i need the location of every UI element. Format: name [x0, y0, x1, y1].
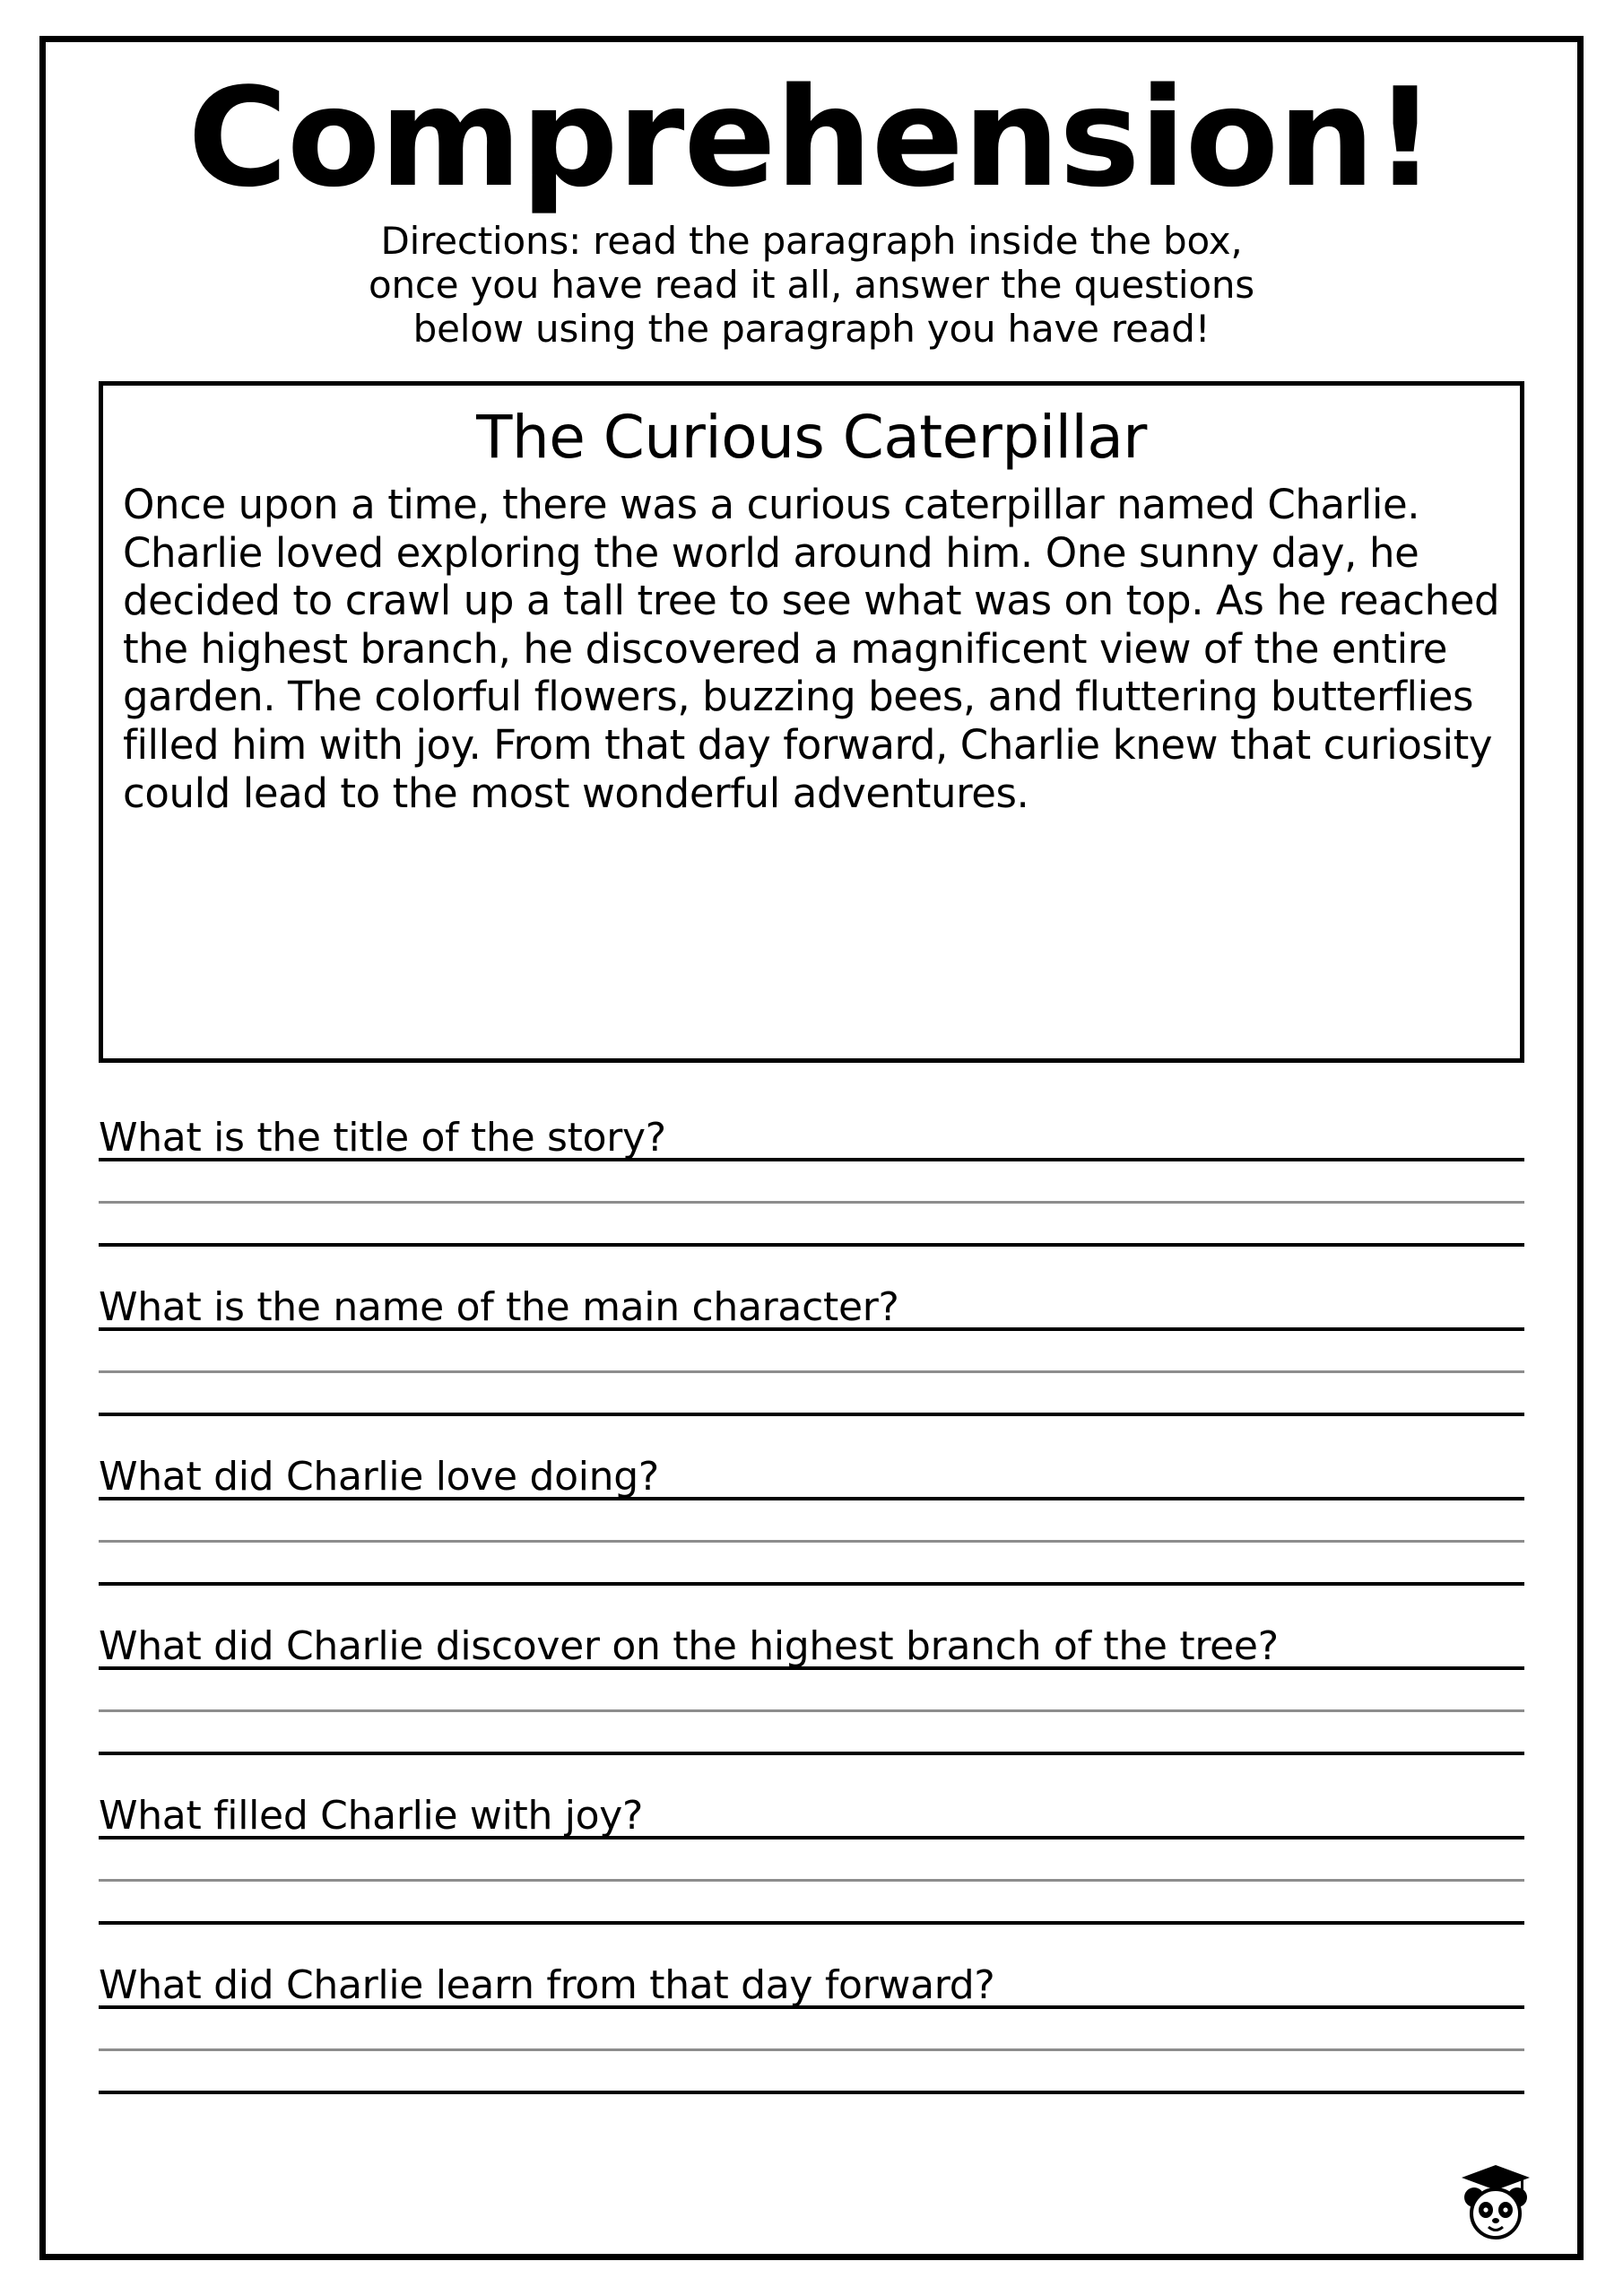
question-line: [99, 1448, 1524, 1500]
question-text: What did Charlie discover on the highest branch of the tree?: [99, 1623, 1279, 1670]
question-block: [99, 1279, 1524, 1416]
answer-line[interactable]: [99, 1500, 1524, 1543]
answer-line[interactable]: [99, 1161, 1524, 1204]
answer-line[interactable]: [99, 1882, 1524, 1925]
question-text: What filled Charlie with joy?: [99, 1793, 644, 1839]
question-rule: [99, 2005, 1524, 2009]
question-block: [99, 1109, 1524, 1247]
directions-line-2: once you have read it all, answer the questions: [369, 263, 1254, 308]
questions-list: [99, 1109, 1524, 2094]
question-text: What did Charlie love doing?: [99, 1454, 659, 1500]
answer-line[interactable]: [99, 1712, 1524, 1755]
passage-text: Once upon a time, there was a curious caterpillar named Charlie. Charlie loved exploring the world around him. One sunny day, he decided to crawl up a tall tree to see what was on top. As he reached the highest branch, he discovered a magnificent view of the entire garden. The colorful flowers, buzzing bees, and fluttering butterflies filled him with joy. From that day forward, Charlie knew that curiosity could lead to the most wonderful adventures.: [123, 481, 1500, 817]
question-line: [99, 1618, 1524, 1670]
worksheet-content: [43, 38, 1580, 2258]
question-block: [99, 1448, 1524, 1586]
question-rule: [99, 1327, 1524, 1331]
question-line: [99, 1957, 1524, 2009]
question-rule: [99, 1836, 1524, 1839]
graduation-panda-icon: [1453, 2158, 1539, 2244]
question-rule: [99, 1666, 1524, 1670]
question-text: What did Charlie learn from that day forward?: [99, 1962, 995, 2009]
directions-line-1: Directions: read the paragraph inside the box,: [380, 219, 1243, 263]
answer-line[interactable]: [99, 1670, 1524, 1712]
answer-line[interactable]: [99, 1543, 1524, 1586]
answer-line[interactable]: [99, 2009, 1524, 2051]
question-block: [99, 1957, 1524, 2094]
directions: [99, 219, 1524, 351]
passage-box: [99, 381, 1524, 1063]
question-rule: [99, 1158, 1524, 1161]
question-line: [99, 1787, 1524, 1839]
directions-line-3: below using the paragraph you have read!: [412, 307, 1211, 352]
answer-line[interactable]: [99, 1839, 1524, 1882]
question-text: What is the title of the story?: [99, 1115, 666, 1161]
question-block: [99, 1618, 1524, 1755]
answer-line[interactable]: [99, 1331, 1524, 1373]
answer-line[interactable]: [99, 2051, 1524, 2094]
page-title: Comprehension!: [187, 58, 1436, 217]
passage-title: The Curious Caterpillar: [476, 403, 1147, 473]
question-rule: [99, 1497, 1524, 1500]
answer-line[interactable]: [99, 1204, 1524, 1247]
question-block: [99, 1787, 1524, 1925]
question-line: [99, 1279, 1524, 1331]
answer-line[interactable]: [99, 1373, 1524, 1416]
question-text: What is the name of the main character?: [99, 1284, 899, 1331]
question-line: [99, 1109, 1524, 1161]
